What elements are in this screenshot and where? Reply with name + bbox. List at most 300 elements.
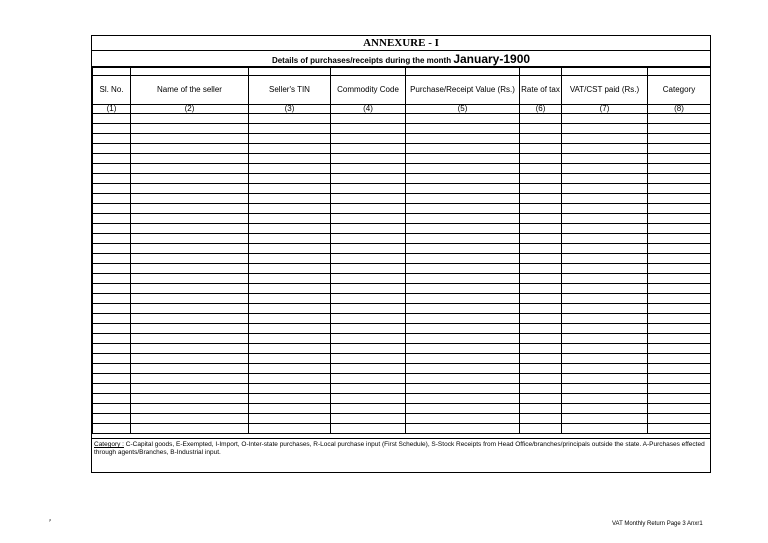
- table-cell[interactable]: [562, 254, 648, 264]
- table-cell[interactable]: [406, 304, 520, 314]
- table-cell[interactable]: [562, 234, 648, 244]
- table-cell[interactable]: [648, 364, 711, 374]
- table-cell[interactable]: [331, 424, 406, 434]
- col-header-commodity-code: Commodity Code: [331, 76, 406, 105]
- table-cell[interactable]: [331, 134, 406, 144]
- table-cell[interactable]: [249, 184, 331, 194]
- table-cell[interactable]: [562, 134, 648, 144]
- table-cell[interactable]: [93, 354, 131, 364]
- month-value: January-1900: [453, 52, 531, 66]
- table-cell[interactable]: [331, 374, 406, 384]
- table-cell[interactable]: [562, 184, 648, 194]
- table-cell[interactable]: [131, 244, 249, 254]
- table-cell[interactable]: [249, 414, 331, 424]
- table-cell[interactable]: [520, 294, 562, 304]
- table-cell[interactable]: [648, 174, 711, 184]
- table-cell[interactable]: [93, 204, 131, 214]
- table-cell[interactable]: [406, 174, 520, 184]
- table-cell[interactable]: [520, 114, 562, 124]
- table-cell[interactable]: [93, 384, 131, 394]
- table-cell[interactable]: [648, 134, 711, 144]
- table-cell[interactable]: [520, 244, 562, 254]
- table-cell[interactable]: [249, 174, 331, 184]
- table-cell[interactable]: [520, 304, 562, 314]
- table-cell[interactable]: [249, 124, 331, 134]
- table-cell[interactable]: [249, 114, 331, 124]
- table-cell[interactable]: [93, 394, 131, 404]
- table-cell[interactable]: [93, 294, 131, 304]
- table-cell[interactable]: [93, 304, 131, 314]
- table-cell[interactable]: [648, 204, 711, 214]
- table-cell[interactable]: [93, 164, 131, 174]
- table-cell[interactable]: [131, 204, 249, 214]
- table-cell[interactable]: [406, 244, 520, 254]
- table-row: [93, 204, 711, 214]
- table-cell[interactable]: [93, 254, 131, 264]
- col-header-vat-paid: VAT/CST paid (Rs.): [562, 76, 648, 105]
- table-cell[interactable]: [648, 404, 711, 414]
- table-cell[interactable]: [249, 334, 331, 344]
- table-cell[interactable]: [331, 124, 406, 134]
- table-cell[interactable]: [331, 164, 406, 174]
- table-cell[interactable]: [562, 314, 648, 324]
- table-cell[interactable]: [648, 334, 711, 344]
- table-cell[interactable]: [131, 404, 249, 414]
- table-cell[interactable]: [562, 394, 648, 404]
- table-cell[interactable]: [131, 264, 249, 274]
- table-cell[interactable]: [562, 144, 648, 154]
- table-cell[interactable]: [331, 144, 406, 154]
- table-cell[interactable]: [331, 244, 406, 254]
- table-cell[interactable]: [520, 164, 562, 174]
- table-cell[interactable]: [131, 314, 249, 324]
- legend-label: Category :: [94, 441, 124, 448]
- table-cell[interactable]: [648, 184, 711, 194]
- table-cell[interactable]: [331, 324, 406, 334]
- table-row: [93, 254, 711, 264]
- table-cell[interactable]: [331, 184, 406, 194]
- table-cell[interactable]: [648, 234, 711, 244]
- table-cell[interactable]: [562, 124, 648, 134]
- table-cell[interactable]: [331, 234, 406, 244]
- table-cell[interactable]: [331, 294, 406, 304]
- table-cell[interactable]: [406, 214, 520, 224]
- table-cell[interactable]: [648, 294, 711, 304]
- table-cell[interactable]: [520, 174, 562, 184]
- table-cell[interactable]: [406, 274, 520, 284]
- table-cell[interactable]: [93, 374, 131, 384]
- table-cell[interactable]: [331, 394, 406, 404]
- table-cell[interactable]: [648, 374, 711, 384]
- table-cell[interactable]: [406, 134, 520, 144]
- table-cell[interactable]: [249, 154, 331, 164]
- table-cell[interactable]: [406, 204, 520, 214]
- legend-text: C-Capital goods, E-Exempted, I-Import, O-Inter-state purchases, R-Local purchase input (First Schedule), S-Stock Receipts from Head Office/branches/principals outside the state. A-Purchases effected through agents/Branches, B-Industrial input.: [94, 441, 705, 456]
- table-cell[interactable]: [249, 194, 331, 204]
- subtitle-text: Details of purchases/receipts during the month: [271, 56, 452, 65]
- table-cell[interactable]: [131, 214, 249, 224]
- table-cell[interactable]: [648, 264, 711, 274]
- table-cell[interactable]: [131, 194, 249, 204]
- table-cell[interactable]: [331, 384, 406, 394]
- table-row: [93, 134, 711, 144]
- table-cell[interactable]: [249, 344, 331, 354]
- table-cell[interactable]: [249, 214, 331, 224]
- table-cell[interactable]: [131, 344, 249, 354]
- table-cell[interactable]: [331, 314, 406, 324]
- col-number: (6): [520, 105, 562, 114]
- table-cell[interactable]: [131, 144, 249, 154]
- table-cell[interactable]: [93, 404, 131, 414]
- table-cell[interactable]: [331, 254, 406, 264]
- table-cell[interactable]: [131, 124, 249, 134]
- table-cell[interactable]: [562, 364, 648, 374]
- table-cell[interactable]: [93, 284, 131, 294]
- table-cell[interactable]: [331, 354, 406, 364]
- table-cell[interactable]: [648, 414, 711, 424]
- table-cell[interactable]: [331, 364, 406, 374]
- table-row: [93, 174, 711, 184]
- table-cell[interactable]: [562, 354, 648, 364]
- table-cell[interactable]: [520, 274, 562, 284]
- table-row: [93, 144, 711, 154]
- table-cell[interactable]: [406, 424, 520, 434]
- table-cell[interactable]: [249, 294, 331, 304]
- table-cell[interactable]: [562, 194, 648, 204]
- table-cell[interactable]: [520, 374, 562, 384]
- col-header-seller-name: Name of the seller: [131, 76, 249, 105]
- table-cell[interactable]: [249, 304, 331, 314]
- table-cell[interactable]: [520, 264, 562, 274]
- table-cell[interactable]: [520, 384, 562, 394]
- table-cell[interactable]: [249, 224, 331, 234]
- annexure-form: [91, 35, 711, 473]
- table-cell[interactable]: [249, 134, 331, 144]
- table-row: [93, 274, 711, 284]
- table-row: [93, 194, 711, 204]
- table-cell[interactable]: [131, 154, 249, 164]
- col-number: (5): [406, 105, 520, 114]
- table-cell[interactable]: [131, 114, 249, 124]
- table-cell[interactable]: [562, 214, 648, 224]
- table-cell[interactable]: [406, 234, 520, 244]
- table-cell[interactable]: [648, 424, 711, 434]
- table-row: [93, 244, 711, 254]
- table-cell[interactable]: [331, 174, 406, 184]
- table-cell[interactable]: [93, 224, 131, 234]
- table-cell[interactable]: [520, 324, 562, 334]
- table-cell[interactable]: [93, 234, 131, 244]
- spacer-row: [93, 68, 711, 76]
- table-cell[interactable]: [520, 414, 562, 424]
- table-cell[interactable]: [520, 354, 562, 364]
- table-cell[interactable]: [331, 114, 406, 124]
- table-cell[interactable]: [520, 184, 562, 194]
- table-cell[interactable]: [648, 224, 711, 234]
- table-cell[interactable]: [562, 294, 648, 304]
- table-cell[interactable]: [331, 194, 406, 204]
- col-number: (1): [93, 105, 131, 114]
- table-cell[interactable]: [331, 334, 406, 344]
- table-cell[interactable]: [406, 374, 520, 384]
- table-row: [93, 124, 711, 134]
- table-cell[interactable]: [520, 154, 562, 164]
- table-cell[interactable]: [249, 374, 331, 384]
- table-row: [93, 424, 711, 434]
- table-cell[interactable]: [520, 144, 562, 154]
- table-cell[interactable]: [520, 124, 562, 134]
- table-cell[interactable]: [93, 274, 131, 284]
- table-cell[interactable]: [562, 244, 648, 254]
- table-cell[interactable]: [648, 154, 711, 164]
- table-cell[interactable]: [648, 144, 711, 154]
- table-cell[interactable]: [520, 334, 562, 344]
- table-cell[interactable]: [93, 214, 131, 224]
- table-cell[interactable]: [562, 164, 648, 174]
- table-cell[interactable]: [249, 254, 331, 264]
- table-cell[interactable]: [648, 384, 711, 394]
- purchases-table: [92, 67, 711, 434]
- table-cell[interactable]: [131, 224, 249, 234]
- table-cell[interactable]: [93, 194, 131, 204]
- table-cell[interactable]: [249, 324, 331, 334]
- table-cell[interactable]: [131, 324, 249, 334]
- table-row: [93, 344, 711, 354]
- table-row: [93, 184, 711, 194]
- table-cell[interactable]: [406, 354, 520, 364]
- table-cell[interactable]: [93, 134, 131, 144]
- table-cell[interactable]: [93, 174, 131, 184]
- table-cell[interactable]: [562, 334, 648, 344]
- table-cell[interactable]: [406, 254, 520, 264]
- table-cell[interactable]: [562, 324, 648, 334]
- table-cell[interactable]: [520, 344, 562, 354]
- col-header-category: Category: [648, 76, 711, 105]
- table-cell[interactable]: [93, 244, 131, 254]
- table-cell[interactable]: [648, 354, 711, 364]
- table-cell[interactable]: [406, 154, 520, 164]
- table-cell[interactable]: [648, 304, 711, 314]
- table-cell[interactable]: [562, 414, 648, 424]
- table-cell[interactable]: [249, 234, 331, 244]
- table-cell[interactable]: [131, 384, 249, 394]
- table-cell[interactable]: [249, 264, 331, 274]
- table-cell[interactable]: [93, 154, 131, 164]
- table-cell[interactable]: [249, 284, 331, 294]
- table-cell[interactable]: [131, 374, 249, 384]
- table-cell[interactable]: [131, 394, 249, 404]
- table-cell[interactable]: [93, 414, 131, 424]
- table-cell[interactable]: [249, 394, 331, 404]
- category-legend: [92, 438, 710, 472]
- table-row: [93, 294, 711, 304]
- table-cell[interactable]: [249, 274, 331, 284]
- col-number: (8): [648, 105, 711, 114]
- table-cell[interactable]: [331, 344, 406, 354]
- table-cell[interactable]: [520, 214, 562, 224]
- table-cell[interactable]: [131, 174, 249, 184]
- table-cell[interactable]: [331, 304, 406, 314]
- table-cell[interactable]: [93, 264, 131, 274]
- table-cell[interactable]: [331, 224, 406, 234]
- table-cell[interactable]: [406, 184, 520, 194]
- table-cell[interactable]: [648, 274, 711, 284]
- table-cell[interactable]: [131, 364, 249, 374]
- table-cell[interactable]: [406, 124, 520, 134]
- table-cell[interactable]: [331, 274, 406, 284]
- table-cell[interactable]: [331, 204, 406, 214]
- table-row: [93, 304, 711, 314]
- table-cell[interactable]: [249, 384, 331, 394]
- table-row: [93, 314, 711, 324]
- table-cell[interactable]: [520, 314, 562, 324]
- table-cell[interactable]: [520, 254, 562, 264]
- table-cell[interactable]: [562, 204, 648, 214]
- table-cell[interactable]: [562, 384, 648, 394]
- table-row: [93, 364, 711, 374]
- table-cell[interactable]: [406, 194, 520, 204]
- table-cell[interactable]: [93, 364, 131, 374]
- table-cell[interactable]: [331, 264, 406, 274]
- table-cell[interactable]: [131, 134, 249, 144]
- table-cell[interactable]: [406, 404, 520, 414]
- form-subtitle: [92, 50, 710, 67]
- table-cell[interactable]: [406, 364, 520, 374]
- table-cell[interactable]: [131, 354, 249, 364]
- table-cell[interactable]: [520, 224, 562, 234]
- table-cell[interactable]: [406, 414, 520, 424]
- table-cell[interactable]: [131, 334, 249, 344]
- table-cell[interactable]: [93, 144, 131, 154]
- table-cell[interactable]: [520, 394, 562, 404]
- col-header-rate: Rate of tax: [520, 76, 562, 105]
- table-cell[interactable]: [562, 374, 648, 384]
- table-cell[interactable]: [331, 404, 406, 414]
- table-cell[interactable]: [406, 144, 520, 154]
- table-cell[interactable]: [562, 114, 648, 124]
- table-cell[interactable]: [249, 424, 331, 434]
- table-cell[interactable]: [406, 284, 520, 294]
- table-cell[interactable]: [520, 424, 562, 434]
- table-row: [93, 374, 711, 384]
- table-cell[interactable]: [131, 424, 249, 434]
- table-cell[interactable]: [406, 394, 520, 404]
- table-cell[interactable]: [131, 414, 249, 424]
- table-cell[interactable]: [406, 114, 520, 124]
- col-number: (3): [249, 105, 331, 114]
- table-cell[interactable]: [131, 274, 249, 284]
- table-cell[interactable]: [93, 424, 131, 434]
- table-cell[interactable]: [131, 164, 249, 174]
- table-cell[interactable]: [93, 334, 131, 344]
- table-cell[interactable]: [93, 114, 131, 124]
- table-cell[interactable]: [562, 274, 648, 284]
- table-cell[interactable]: [406, 224, 520, 234]
- footer-mark: ⸗: [49, 518, 51, 524]
- table-cell[interactable]: [520, 134, 562, 144]
- table-cell[interactable]: [93, 124, 131, 134]
- table-cell[interactable]: [520, 194, 562, 204]
- table-cell[interactable]: [648, 344, 711, 354]
- table-cell[interactable]: [331, 284, 406, 294]
- table-cell[interactable]: [648, 314, 711, 324]
- table-row: [93, 414, 711, 424]
- table-cell[interactable]: [520, 204, 562, 214]
- table-row: [93, 324, 711, 334]
- table-cell[interactable]: [249, 404, 331, 414]
- table-cell[interactable]: [249, 314, 331, 324]
- table-cell[interactable]: [648, 194, 711, 204]
- table-cell[interactable]: [648, 324, 711, 334]
- table-cell[interactable]: [562, 154, 648, 164]
- table-cell[interactable]: [648, 214, 711, 224]
- table-cell[interactable]: [93, 314, 131, 324]
- table-row: [93, 394, 711, 404]
- table-cell[interactable]: [406, 164, 520, 174]
- table-cell[interactable]: [648, 244, 711, 254]
- table-cell[interactable]: [249, 164, 331, 174]
- table-cell[interactable]: [562, 284, 648, 294]
- table-cell[interactable]: [562, 424, 648, 434]
- col-number: (7): [562, 105, 648, 114]
- table-cell[interactable]: [131, 304, 249, 314]
- table-cell[interactable]: [93, 184, 131, 194]
- table-cell[interactable]: [131, 234, 249, 244]
- table-cell[interactable]: [406, 264, 520, 274]
- table-cell[interactable]: [406, 314, 520, 324]
- table-cell[interactable]: [131, 184, 249, 194]
- table-cell[interactable]: [520, 404, 562, 414]
- table-cell[interactable]: [520, 284, 562, 294]
- table-cell[interactable]: [406, 334, 520, 344]
- table-cell[interactable]: [249, 354, 331, 364]
- table-cell[interactable]: [131, 254, 249, 264]
- table-cell[interactable]: [93, 344, 131, 354]
- table-cell[interactable]: [648, 124, 711, 134]
- table-cell[interactable]: [562, 264, 648, 274]
- table-cell[interactable]: [406, 384, 520, 394]
- table-cell[interactable]: [562, 344, 648, 354]
- table-cell[interactable]: [562, 174, 648, 184]
- table-cell[interactable]: [331, 154, 406, 164]
- table-cell[interactable]: [331, 414, 406, 424]
- table-cell[interactable]: [648, 114, 711, 124]
- col-number: (4): [331, 105, 406, 114]
- table-cell[interactable]: [331, 214, 406, 224]
- table-cell[interactable]: [131, 284, 249, 294]
- table-cell[interactable]: [562, 404, 648, 414]
- table-cell[interactable]: [648, 284, 711, 294]
- table-cell[interactable]: [93, 324, 131, 334]
- table-cell[interactable]: [249, 244, 331, 254]
- table-cell[interactable]: [406, 294, 520, 304]
- table-cell[interactable]: [249, 204, 331, 214]
- table-cell[interactable]: [249, 144, 331, 154]
- table-cell[interactable]: [648, 394, 711, 404]
- table-cell[interactable]: [562, 304, 648, 314]
- table-cell[interactable]: [406, 344, 520, 354]
- table-cell[interactable]: [562, 224, 648, 234]
- footer-page-label: VAT Monthly Return Page 3 Anxr1: [612, 521, 703, 527]
- table-row: [93, 164, 711, 174]
- table-cell[interactable]: [648, 164, 711, 174]
- table-cell[interactable]: [520, 364, 562, 374]
- table-cell[interactable]: [406, 324, 520, 334]
- table-cell[interactable]: [249, 364, 331, 374]
- table-cell[interactable]: [648, 254, 711, 264]
- table-cell[interactable]: [131, 294, 249, 304]
- table-cell[interactable]: [520, 234, 562, 244]
